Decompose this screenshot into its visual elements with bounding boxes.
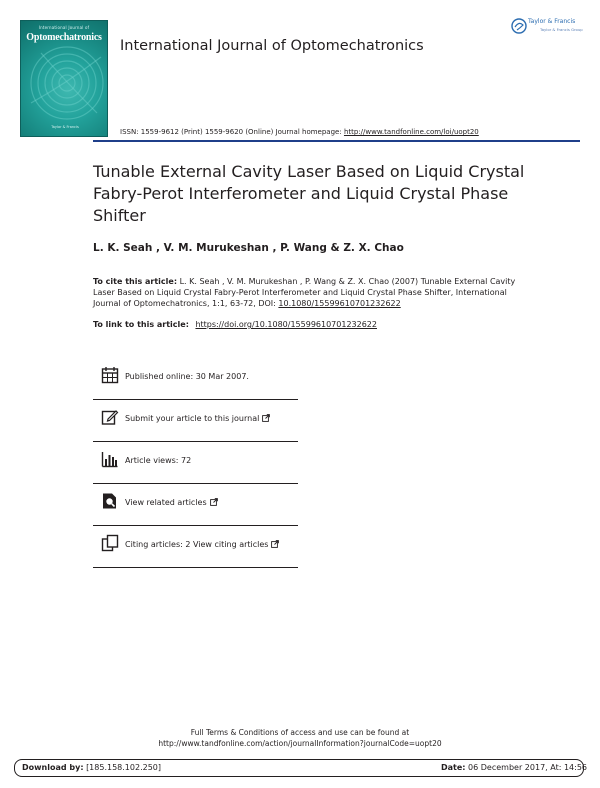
list-item-citing[interactable]: [93, 526, 298, 568]
journal-homepage-link[interactable]: http://www.tandfonline.com/loi/uopt20: [343, 128, 479, 136]
external-link-icon: [210, 498, 218, 506]
related-articles-label: View related articles: [125, 498, 207, 507]
copy-icon: [101, 534, 119, 552]
list-item-published: [93, 358, 298, 400]
article-views: Article views: 72: [125, 456, 192, 465]
downloaded-ip: [185.158.102.250]: [86, 763, 162, 772]
terms-block: [0, 727, 600, 749]
article-actions-list: [93, 358, 298, 568]
external-link-icon: [271, 540, 279, 548]
cover-swirl-graphic: [21, 43, 107, 123]
calendar-icon: [101, 366, 119, 384]
publisher-name: Taylor & Francis: [528, 18, 576, 25]
journal-title: International Journal of Optomechatronics: [120, 38, 424, 54]
submit-article-label: Submit your article to this journal: [125, 414, 260, 423]
article-doi-link[interactable]: https://doi.org/10.1080/15599610701232622: [195, 320, 377, 329]
citation-block: [93, 276, 523, 309]
external-link-icon: [262, 414, 270, 422]
journal-cover: [20, 20, 108, 137]
citing-articles-link[interactable]: [125, 540, 279, 549]
header-divider: [93, 140, 580, 142]
cover-publisher-mark: Taylor & Francis: [51, 125, 79, 129]
bar-chart-icon: [101, 450, 119, 468]
list-item-views: [93, 442, 298, 484]
citation-doi[interactable]: 10.1080/15599610701232622: [278, 299, 401, 308]
cover-title: Optomechatronics: [26, 32, 102, 43]
terms-url[interactable]: http://www.tandfonline.com/action/journalInformation?journalCode=uopt20: [158, 739, 442, 748]
citation-label: To cite this article:: [93, 277, 178, 286]
downloaded-label: Download by:: [22, 763, 84, 772]
publisher-sub: Taylor & Francis Group: [540, 27, 583, 32]
terms-text: Full Terms & Conditions of access and use can be found at: [190, 728, 410, 737]
list-item-related[interactable]: [93, 484, 298, 526]
date-label: Date:: [441, 763, 466, 772]
issn-line: [120, 128, 479, 136]
date-value: 06 December 2017, At: 14:56: [468, 763, 588, 772]
download-date: [441, 763, 587, 772]
edit-icon: [101, 408, 119, 426]
issn-text: ISSN: 1559-9612 (Print) 1559-9620 (Online) Journal homepage:: [120, 128, 342, 136]
related-articles-link[interactable]: [125, 498, 218, 507]
published-date: Published online: 30 Mar 2007.: [125, 372, 249, 381]
article-link-block: [93, 320, 377, 329]
cover-top-text: International Journal of: [38, 25, 90, 30]
citing-articles-label: Citing articles: 2 View citing articles: [125, 540, 269, 549]
link-label: To link to this article:: [93, 320, 189, 329]
list-item-submit[interactable]: [93, 400, 298, 442]
submit-article-link[interactable]: [125, 414, 270, 423]
citation-text: L. K. Seah , V. M. Murukeshan , P. Wang & Z. X. Chao (2007) Tunable External Cavity Laser Based on Liquid Crystal Fabry-Perot Interferometer and Liquid Crystal Phase Shifter, International Journal of Optomechatronics, 1:1, 63-72, DOI:: [93, 277, 516, 308]
search-document-icon: [101, 492, 119, 510]
article-title: Tunable External Cavity Laser Based on Liquid Crystal Fabry-Perot Interferometer and Liquid Crystal Phase Shifter: [93, 162, 525, 225]
download-info: [22, 763, 161, 772]
article-authors: L. K. Seah , V. M. Murukeshan , P. Wang & Z. X. Chao: [93, 242, 404, 254]
